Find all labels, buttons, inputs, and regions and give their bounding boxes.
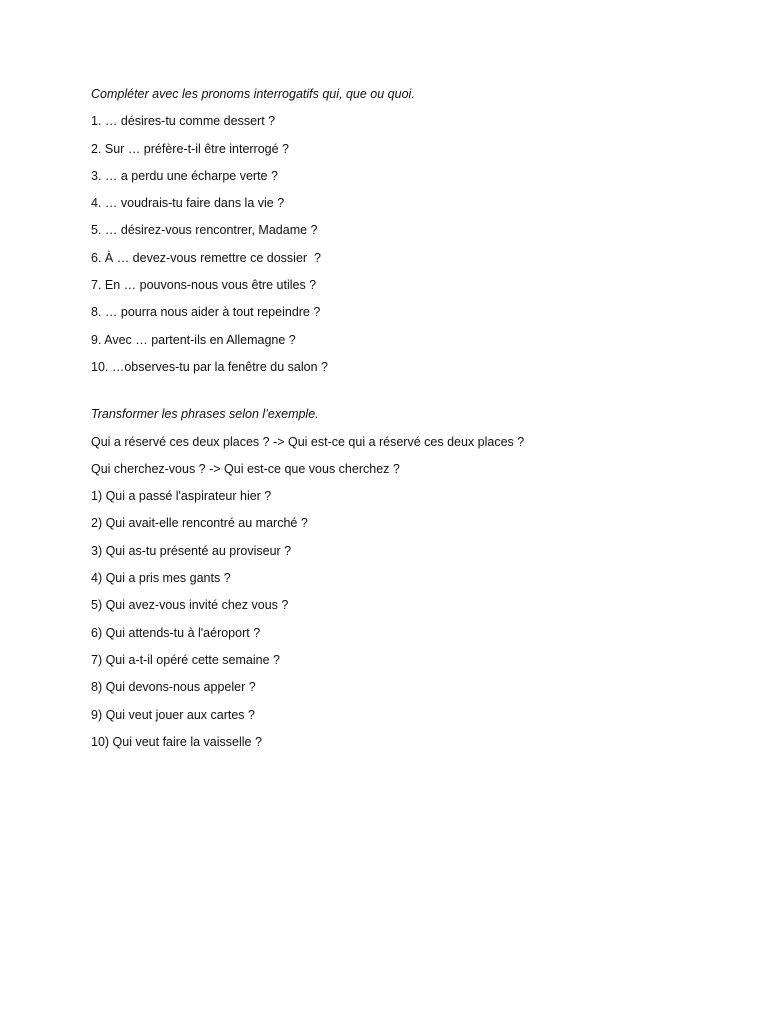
exercise-1-item-7: 7. En … pouvons-nous vous être utiles ? bbox=[91, 278, 317, 293]
exercise-1-item-1: 1. … désires-tu comme dessert ? bbox=[91, 114, 276, 129]
exercise-1-item-9: 9. Avec … partent-ils en Allemagne ? bbox=[91, 332, 296, 347]
exercise-2-item-8: 8) Qui devons-nous appeler ? bbox=[91, 680, 256, 695]
exercise-1-item-8: 8. … pourra nous aider à tout repeindre ? bbox=[91, 305, 321, 320]
exercise-2-item-7: 7) Qui a-t-il opéré cette semaine ? bbox=[91, 652, 280, 667]
exercise-2-item-4: 4) Qui a pris mes gants ? bbox=[91, 571, 231, 586]
exercise-2-example-1: Qui a réservé ces deux places ? -> Qui est-ce qui a réservé ces deux places ? bbox=[91, 434, 525, 449]
exercise-1-item-3: 3. … a perdu une écharpe verte ? bbox=[91, 168, 278, 183]
exercise-1-item-5: 5. … désirez-vous rencontrer, Madame ? bbox=[91, 223, 318, 238]
exercise-1-item-4: 4. … voudrais-tu faire dans la vie ? bbox=[91, 196, 285, 211]
exercise-2-item-3: 3) Qui as-tu présenté au proviseur ? bbox=[91, 543, 292, 558]
exercise-2-item-6: 6) Qui attends-tu à l'aéroport ? bbox=[91, 625, 261, 640]
exercise-2-item-1: 1) Qui a passé l'aspirateur hier ? bbox=[91, 489, 272, 504]
exercise-1-item-2: 2. Sur … préfère-t-il être interrogé ? bbox=[91, 141, 289, 156]
exercise-2-item-5: 5) Qui avez-vous invité chez vous ? bbox=[91, 598, 289, 613]
section-spacer bbox=[91, 386, 711, 406]
exercise-2-instruction: Transformer les phrases selon l’exemple. bbox=[91, 407, 319, 422]
exercise-1-instruction: Compléter avec les pronoms interrogatifs qui, que ou quoi. bbox=[91, 87, 415, 101]
exercise-2-item-10: 10) Qui veut faire la vaisselle ? bbox=[91, 734, 262, 749]
exercise-1-item-6: 6. À … devez-vous remettre ce dossier ? bbox=[91, 250, 321, 265]
exercise-2-item-2: 2) Qui avait-elle rencontré au marché ? bbox=[91, 516, 308, 531]
document-body bbox=[91, 86, 711, 761]
exercise-2-item-9: 9) Qui veut jouer aux cartes ? bbox=[91, 707, 255, 722]
exercise-1-item-10: 10. …observes-tu par la fenêtre du salon ? bbox=[91, 359, 328, 374]
exercise-2-example-2: Qui cherchez-vous ? -> Qui est-ce que vous cherchez ? bbox=[91, 461, 400, 476]
